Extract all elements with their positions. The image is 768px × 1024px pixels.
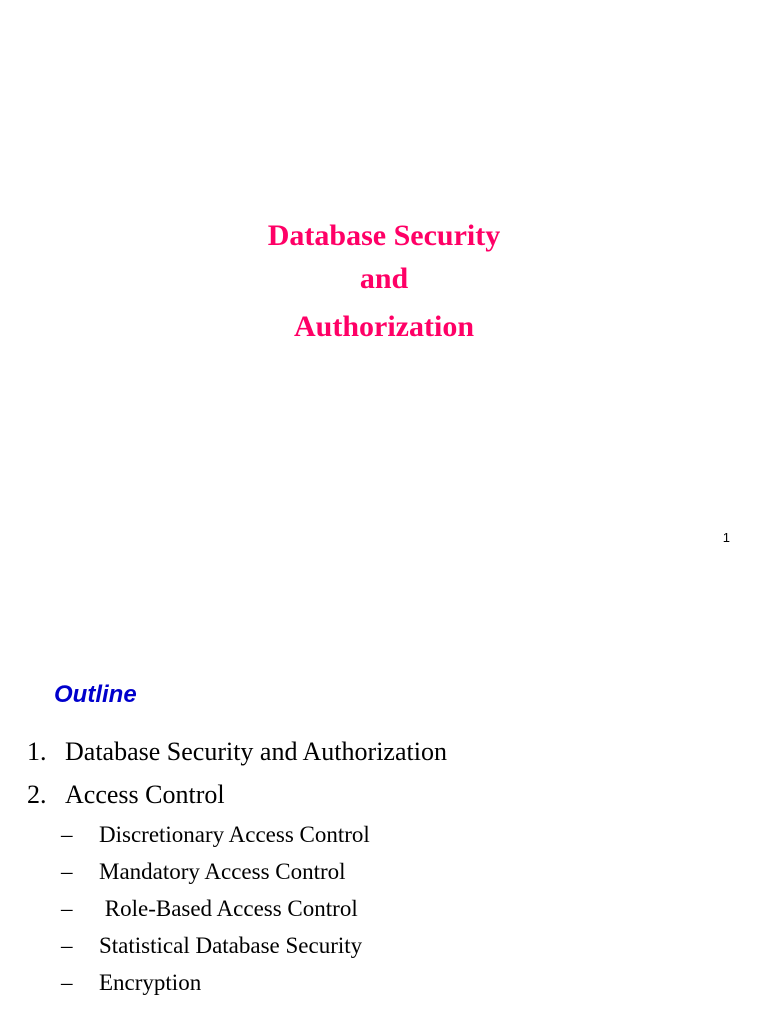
outline-heading: Outline: [54, 681, 137, 708]
outline-subitem: [27, 931, 747, 968]
outline-list: [27, 734, 747, 1005]
title-line-2: and: [359, 262, 409, 295]
outline-item-number: 2.: [27, 780, 47, 809]
outline-subitem-label: Encryption: [99, 970, 202, 995]
outline-subitem-label: Discretionary Access Control: [99, 822, 370, 847]
outline-item: [27, 777, 747, 820]
outline-item-number: 1.: [27, 737, 47, 766]
dash-bullet: –: [61, 896, 73, 921]
outline-subitem-label: Mandatory Access Control: [99, 859, 346, 884]
dash-bullet: –: [61, 859, 73, 884]
outline-subitem-label: Statistical Database Security: [99, 933, 363, 958]
title-line-1: Database Security: [267, 219, 501, 252]
dash-bullet: –: [61, 822, 73, 847]
dash-bullet: –: [61, 970, 73, 995]
title-line-3: Authorization: [294, 310, 474, 343]
outline-item: [27, 734, 747, 777]
outline-subitem: [27, 820, 747, 857]
outline-item-label: Access Control: [65, 780, 225, 809]
page-number: 1: [722, 530, 730, 545]
outline-subitem: [27, 894, 747, 931]
dash-bullet: –: [61, 933, 73, 958]
outline-subitem: [27, 968, 747, 1005]
outline-subitem: [27, 857, 747, 894]
outline-item-label: Database Security and Authorization: [65, 737, 447, 766]
outline-subitem-label: Role-Based Access Control: [99, 896, 358, 921]
